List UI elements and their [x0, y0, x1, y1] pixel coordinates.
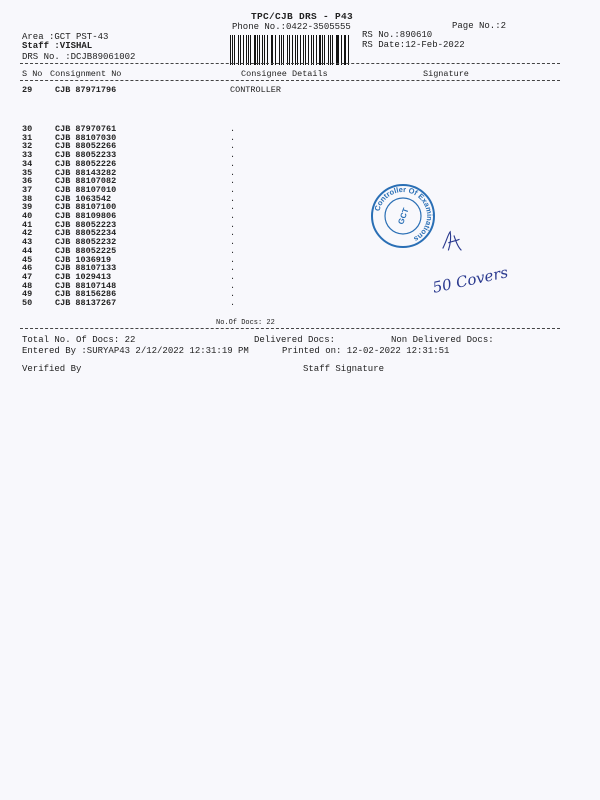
- row-consignee: .: [230, 141, 236, 152]
- row-sno: 33: [22, 150, 33, 161]
- row-consignee: .: [230, 245, 236, 256]
- row-sno: 50: [22, 298, 33, 308]
- barcode-bar: [289, 35, 290, 65]
- handwritten-note: 50 Covers: [430, 263, 510, 297]
- row-consignee: .: [230, 184, 236, 195]
- handwritten-signature-icon: [438, 228, 468, 256]
- row-consignment: CJB 88052233: [55, 150, 117, 161]
- barcode-bar: [283, 35, 284, 65]
- row-sno: 42: [22, 228, 33, 239]
- row-consignee: .: [230, 228, 236, 239]
- examinations-stamp-icon: [370, 183, 436, 249]
- row-consignment: CJB 88143282: [55, 167, 117, 178]
- row-consignment: CJB 88107030: [55, 132, 117, 143]
- verified-by: Verified By: [22, 364, 82, 374]
- barcode-bar: [313, 35, 314, 65]
- row-consignee: .: [230, 176, 236, 187]
- total-docs: Total No. Of Docs: 22: [22, 335, 136, 345]
- row-sno: 29: [22, 85, 33, 95]
- row-consignment: CJB 88107100: [55, 202, 117, 213]
- barcode-bar: [345, 35, 346, 65]
- row-consignee: .: [230, 211, 236, 221]
- document-title: TPC/CJB DRS - P43: [251, 11, 354, 22]
- barcode-bar: [254, 35, 255, 65]
- row-consignee: .: [230, 132, 236, 143]
- barcode-bar: [275, 35, 276, 65]
- row-sno: 32: [22, 141, 33, 152]
- barcode-bar: [337, 35, 338, 65]
- row-sno: 47: [22, 271, 33, 282]
- rs-number: RS No.:890610: [362, 30, 433, 40]
- page-number: Page No.:2: [452, 21, 507, 31]
- row-consignee: .: [230, 254, 236, 265]
- row-consignee: .: [230, 280, 236, 291]
- row-consignee: .: [230, 237, 236, 248]
- row-consignee: .: [230, 193, 236, 204]
- row-consignment: CJB 1036919: [55, 254, 112, 265]
- barcode-bar: [238, 35, 239, 65]
- row-consignee: .: [230, 298, 236, 308]
- barcode-bar: [272, 35, 273, 65]
- barcode-bar: [243, 35, 244, 65]
- row-sno: 45: [22, 254, 33, 265]
- row-consignee: .: [230, 202, 236, 213]
- row-consignment: CJB 1029413: [55, 271, 112, 282]
- row-sno: 34: [22, 158, 33, 169]
- footer-divider: [20, 328, 560, 329]
- header-divider: [20, 63, 560, 64]
- column-header-consignee: Consignee Details: [241, 69, 328, 79]
- stamp-center-text: GCT: [396, 206, 411, 226]
- rs-date: RS Date:12-Feb-2022: [362, 40, 465, 50]
- barcode-bar: [297, 35, 298, 65]
- column-header-signature: Signature: [423, 69, 469, 79]
- area-label: Area :GCT PST-43: [22, 32, 109, 42]
- row-consignment: CJB 1063542: [55, 193, 112, 204]
- row-consignee: .: [230, 271, 236, 282]
- row-consignment: CJB 88052225: [55, 245, 117, 256]
- row-consignee: .: [230, 158, 236, 169]
- row-sno: 41: [22, 219, 33, 230]
- column-header-consignment: Consignment No: [50, 69, 122, 79]
- row-consignment: CJB 88052223: [55, 219, 117, 230]
- row-sno: 40: [22, 211, 33, 221]
- row-sno: 38: [22, 193, 33, 204]
- row-consignment: CJB 88137267: [55, 298, 117, 308]
- row-consignee: .: [230, 150, 236, 161]
- row-sno: 36: [22, 176, 33, 187]
- row-consignment: CJB 88156286: [55, 289, 117, 300]
- row-consignee: .: [230, 263, 236, 274]
- barcode-bar: [303, 35, 304, 65]
- drs-number: DRS No. :DCJB89061002: [22, 52, 136, 62]
- staff-signature: Staff Signature: [303, 364, 385, 374]
- barcode: [230, 35, 352, 65]
- barcode-bar: [250, 35, 251, 65]
- row-consignment: CJB 88107010: [55, 184, 117, 195]
- row-sno: 31: [22, 132, 33, 143]
- row-consignment: CJB 88052266: [55, 141, 117, 152]
- row-sno: 30: [22, 124, 33, 134]
- barcode-bar: [332, 35, 333, 65]
- row-consignee: .: [230, 289, 236, 300]
- row-consignment: CJB 88052234: [55, 228, 117, 239]
- row-consignee: .: [230, 124, 236, 134]
- stamp-outer-text: Controller Of Examinations: [372, 184, 435, 244]
- row-consignment: CJB 87970761: [55, 124, 117, 134]
- row-consignment: CJB 88107082: [55, 176, 117, 187]
- row-consignment: CJB 88107133: [55, 263, 117, 274]
- docs-count: No.Of Docs: 22: [216, 319, 275, 327]
- row-sno: 44: [22, 245, 33, 256]
- barcode-bar: [267, 35, 268, 65]
- phone-number: Phone No.:0422-3505555: [232, 22, 351, 32]
- delivered-docs: Delivered Docs:: [254, 335, 336, 345]
- row-consignee: CONTROLLER: [230, 85, 282, 95]
- barcode-bar: [328, 35, 329, 65]
- row-consignee: .: [230, 219, 236, 230]
- barcode-bar: [230, 35, 231, 65]
- staff-label: Staff :VISHAL: [22, 41, 93, 51]
- row-sno: 37: [22, 184, 33, 195]
- row-sno: 48: [22, 280, 33, 291]
- row-consignment: CJB 88109806: [55, 211, 117, 221]
- row-consignment: CJB 87971796: [55, 85, 117, 95]
- row-consignment: CJB 88107148: [55, 280, 117, 291]
- row-consignee: .: [230, 167, 236, 178]
- row-sno: 43: [22, 237, 33, 248]
- printed-on: Printed on: 12-02-2022 12:31:51: [282, 346, 450, 356]
- row-consignment: CJB 88052226: [55, 158, 117, 169]
- row-sno: 46: [22, 263, 33, 274]
- row-sno: 49: [22, 289, 33, 300]
- non-delivered-docs: Non Delivered Docs:: [391, 335, 494, 345]
- row-sno: 35: [22, 167, 33, 178]
- barcode-bar: [262, 35, 263, 65]
- barcode-bar: [319, 35, 320, 65]
- entered-by: Entered By :SURYAP43 2/12/2022 12:31:19 PM: [22, 346, 249, 356]
- row-consignment: CJB 88052232: [55, 237, 117, 248]
- barcode-bar: [311, 35, 312, 65]
- column-header-sno: S No: [22, 69, 43, 79]
- columns-divider: [20, 80, 560, 81]
- row-sno: 39: [22, 202, 33, 213]
